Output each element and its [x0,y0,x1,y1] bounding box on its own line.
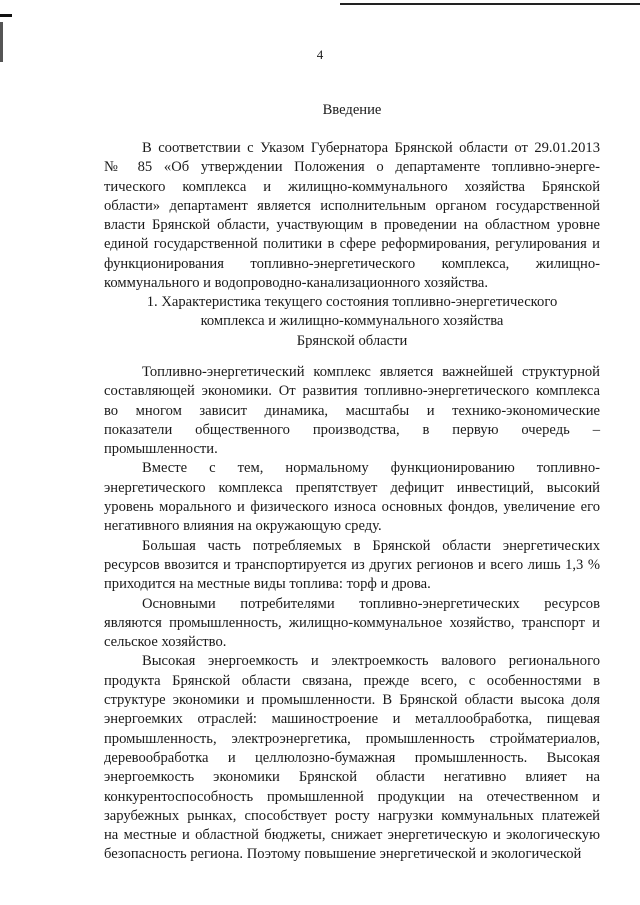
paragraph-line: ресурсов ввозится и транспортируется из других регионов и всего лишь 1,3 % [104,556,600,573]
paragraph-line: функционирования топливно-энергетического комплекса, жилищно- [104,255,600,272]
paragraph-line: составляющей экономики. От развития топливно-энергетического комплекса [104,383,600,400]
paragraph-line: энергетического комплекса препятствует дефицит инвестиций, высокий [104,479,600,496]
section-heading [104,293,600,351]
paragraph-line: Топливно-энергетический комплекс является важнейшей структурной [142,364,600,380]
paragraph-line: продукта Брянской области связана, прежде всего, с особенностями в [104,672,600,689]
intro-title-text: Введение [322,102,382,118]
paragraph-line: тического комплекса и жилищно-коммунального хозяйства Брянской [104,178,600,195]
paragraph-line: уровень морального и физического износа основных фондов, увеличение его [104,499,600,516]
paragraph [104,363,600,459]
paragraph-line: во многом зависит динамика, масштабы и технико-экономические [104,402,600,419]
paragraph-line: области» департамент является исполнительным органом государственной [104,197,600,214]
paragraph-line: структуре экономики и промышленности. В Брянской области высока доля [104,692,600,709]
section-heading-line: 1. Характеристика текущего состояния топливно-энергетического [146,294,558,310]
paragraph-line: показатели общественного производства, в первую очередь – [104,421,600,438]
paragraph-line: власти Брянской области, участвующим в проведении на областном уровне [104,217,600,234]
paragraph-line: Высокая энергоемкость и электроемкость валового регионального [142,653,600,670]
paragraph-line: В соответствии с Указом Губернатора Брянской области от 29.01.2013 [142,140,600,156]
section-body [104,363,600,865]
scan-edge-line [340,3,640,5]
paragraph-line: являются промышленность, жилищно-коммунальное хозяйство, транспорт и [104,614,600,631]
paragraph [104,537,600,595]
paragraph-line: сельское хозяйство. [104,634,227,651]
paragraph-line: деревообработка и целлюлозно-бумажная промышленность. Высокая [104,749,600,766]
paragraph-line: единой государственной политики в сфере реформирования, регулирования и [104,236,600,253]
paragraph-line: Основными потребителями топливно-энергетических ресурсов [142,595,600,612]
paragraph-line: промышленности. [104,441,218,458]
intro-title [104,101,600,120]
paragraph-line: промышленность, электроэнергетика, промышленность стройматериалов, [104,730,600,747]
paragraph-line: зарубежных рынках, способствует росту нагрузки коммунальных платежей [104,807,600,824]
section-heading-line: комплекса и жилищно-коммунального хозяйства [200,313,504,330]
section-heading-line: Брянской области [296,332,408,349]
paragraph-line: коммунального и водопроводно-канализационного хозяйства. [104,275,488,292]
paragraph-line: приходится на местные виды топлива: торф и дрова. [104,576,431,593]
paragraph-line: на местные и областной бюджеты, снижает энергетическую и экологическую [104,827,600,844]
paragraph-line: Большая часть потребляемых в Брянской области энергетических [142,537,600,554]
scan-mark [0,14,12,17]
paragraph-line: негативного влияния на окружающую среду. [104,518,382,535]
paragraph [104,459,600,536]
paragraph-line: безопасность региона. Поэтому повышение энергетической и экологической [104,846,582,863]
paragraph-line: энергоемкость экономики Брянской области негативно влияет на [104,769,600,786]
paragraph-line: Вместе с тем, нормальному функционированию топливно- [142,460,600,477]
paragraph-line: энергоемких отраслей: машиностроение и металлообработка, пищевая [104,711,600,728]
paragraph [104,652,600,864]
intro-paragraph [104,139,600,293]
paragraph-line: № 85 «Об утверждении Положения о департаменте топливно-энерге- [104,159,600,176]
paragraph [104,595,600,653]
page-number: 4 [316,47,324,62]
paragraph-line: конкурентоспособность промышленной продукции на отечественном и [104,788,600,805]
